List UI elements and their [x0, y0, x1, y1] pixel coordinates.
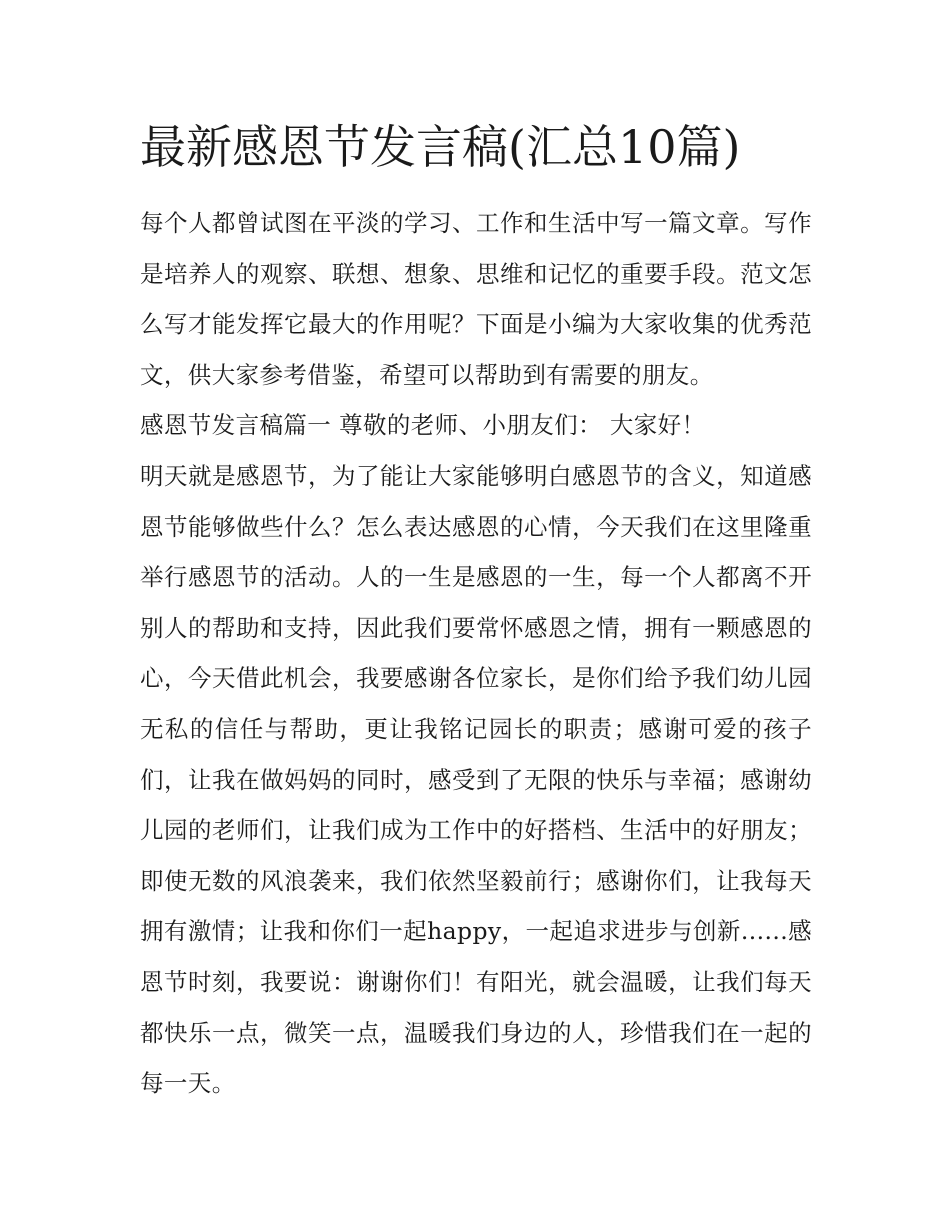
- intro-paragraph: 每个人都曾试图在平淡的学习、工作和生活中写一篇文章。写作是培养人的观察、联想、想象、思维和记忆的重要手段。范文怎么写才能发挥它最大的作用呢？下面是小编为大家收集的优秀范文，供大家参考借鉴，希望可以帮助到有需要的朋友。: [140, 209, 812, 389]
- speech-paragraph: 明天就是感恩节，为了能让大家能够明白感恩节的含义，知道感恩节能够做些什么？怎么表达感恩的心情，今天我们在这里隆重举行感恩节的活动。人的一生是感恩的一生，每一个人都离不开别人的帮助和支持，因此我们要常怀感恩之情，拥有一颗感恩的心，今天借此机会，我要感谢各位家长，是你们给予我们幼儿园无私的信任与帮助，更让我铭记园长的职责；感谢可爱的孩子们，让我在做妈妈的同时，感受到了无限的快乐与幸福；感谢幼儿园的老师们，让我们成为工作中的好搭档、生活中的好朋友；即使无数的风浪袭来，我们依然坚毅前行；感谢你们，让我每天拥有激情；让我和你们一起happy，一起追求进步与创新......感恩节时刻，我要说：谢谢你们！有阳光，就会温暖，让我们每天都快乐一点，微笑一点，温暖我们身边的人，珍惜我们在一起的每一天。: [140, 461, 812, 1098]
- document-title: 最新感恩节发言稿(汇总10篇): [140, 120, 741, 174]
- document-body: [140, 198, 812, 1109]
- greeting-paragraph: 感恩节发言稿篇一 尊敬的老师、小朋友们： 大家好！: [140, 411, 706, 440]
